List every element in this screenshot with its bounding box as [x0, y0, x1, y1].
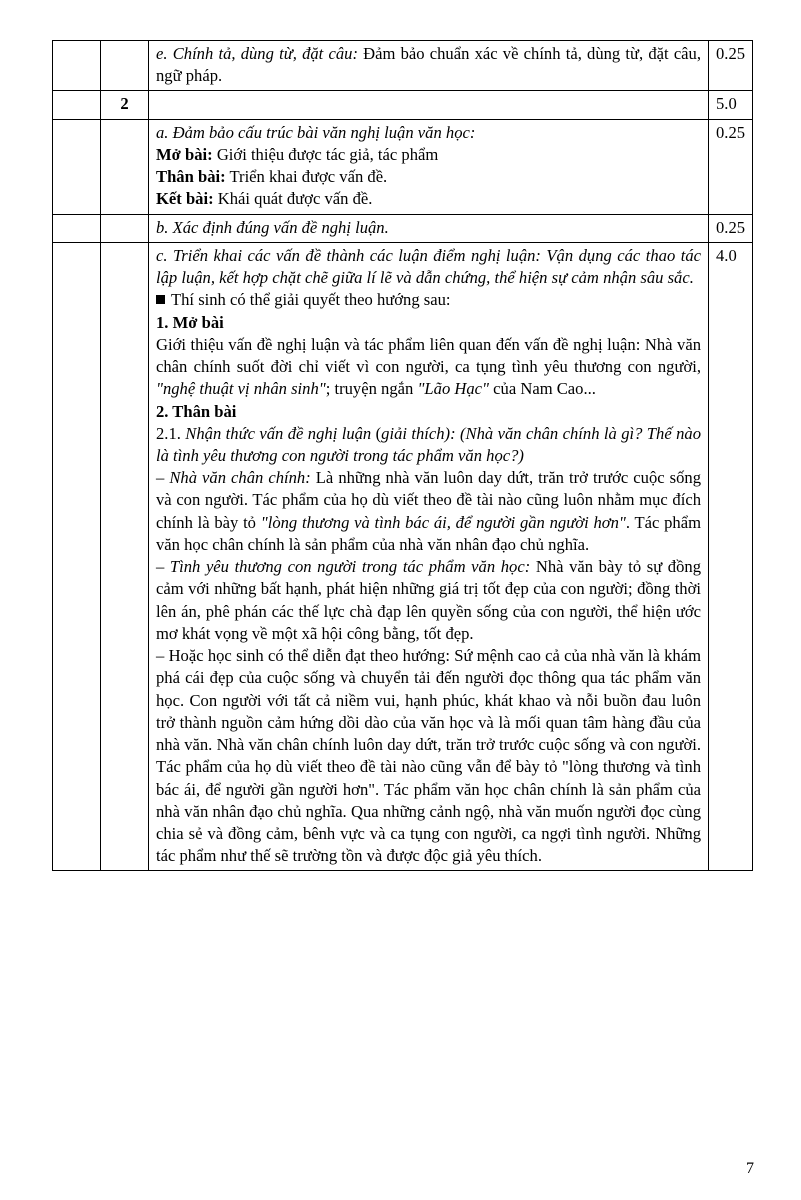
text-run: Nhà văn bày tỏ sự đồng cảm với những bất hạnh, phát hiện những giá trị tốt đẹp của con người; đồng thời lên án, phê phán các thế lực chà đạp lên quyền sống của con người, thể hiện ước mơ khát vọng về một xã hội công bằng, tốt đẹp.	[156, 557, 701, 643]
cell-question-number	[101, 214, 149, 242]
answer-key-table	[52, 40, 753, 871]
cell-section	[53, 242, 101, 871]
text-run: "lòng thương và tình bác ái, để người gần người hơn"	[260, 512, 626, 532]
table-row	[53, 242, 753, 871]
text-run: Nhận thức vấn đề nghị luận	[185, 423, 376, 443]
content-paragraph	[156, 645, 701, 867]
cell-question-number: 2	[101, 91, 149, 119]
cell-score: 4.0	[709, 242, 753, 871]
text-run: e. Chính tả, dùng từ, đặt câu:	[156, 44, 358, 63]
content-paragraph	[156, 401, 701, 423]
text-run: – Hoặc học sinh có thể diễn đạt theo hướng: Sứ mệnh cao cả của nhà văn là khám phá cái đẹp của cuộc sống và chuyển tải đến người đọc thông qua tác phẩm văn học. Con người với tất cả niềm vui, hạnh phúc, khát khao và nỗi buồn đau luôn trở thành nguồn cảm hứng dồi dào của văn học và là mối quan tâm hàng đầu của nhà văn. Nhà văn chân chính luôn day dứt, trăn trở trước cuộc sống và con người. Tác phẩm của họ dù viết theo đề tài nào cũng vẫn để bày tỏ "lòng thương và tình bác ái, để người gần người hơn". Tác phẩm văn học chân chính là sản phẩm của nhà văn nhân đạo chủ nghĩa. Qua những cảnh ngộ, nhà văn muốn người đọc cùng chia sẻ và đồng cảm, bênh vực và ca tụng con người, ca ngợi tình người. Những tác phẩm như thế sẽ trường tồn và được độc giả yêu thích.	[156, 646, 701, 866]
table-body	[53, 41, 753, 871]
text-run: Thân bài:	[156, 167, 226, 187]
cell-question-number	[101, 41, 149, 91]
text-run: – Tình yêu thương con người trong tác phẩm văn học:	[156, 557, 536, 577]
page-number: 7	[746, 1160, 754, 1177]
text-run: 2. Thân bài	[156, 401, 237, 421]
text-run: b. Xác định đúng vấn đề nghị luận.	[156, 217, 389, 237]
text-run: – Nhà văn chân chính:	[156, 468, 316, 488]
content-paragraph	[156, 166, 701, 188]
cell-answer-content	[149, 242, 709, 871]
text-run: a. Đảm bảo cấu trúc bài văn nghị luận văn học:	[156, 122, 476, 142]
bullet-paragraph	[156, 289, 701, 311]
content-paragraph	[156, 334, 701, 401]
content-paragraph	[156, 144, 701, 166]
content-paragraph	[156, 312, 701, 334]
text-run: "nghệ thuật vị nhân sinh"	[156, 379, 326, 399]
table-row	[53, 41, 753, 91]
cell-answer-content	[149, 214, 709, 242]
cell-question-number	[101, 119, 149, 214]
text-run: Giới thiệu được tác giả, tác phẩm	[212, 144, 439, 164]
cell-section	[53, 41, 101, 91]
text-run: c. Triển khai các vấn đề thành các luận điểm nghị luận: Vận dụng các thao tác lập luận, kết hợp chặt chẽ giữa lí lẽ và dẫn chứng, thể hiện sự cảm nhận sâu sắc.	[156, 245, 701, 288]
content-paragraph	[156, 245, 701, 289]
cell-answer-content	[149, 91, 709, 119]
text-run: ; truyện ngắn	[325, 379, 418, 399]
text-run: Mở bài:	[156, 144, 213, 164]
cell-question-number	[101, 242, 149, 871]
text-run: Khái quát được vấn đề.	[213, 189, 373, 209]
text-run: Đảm bảo chuẩn xác về chính tả, dùng từ, đặt câu, ngữ pháp.	[156, 44, 701, 86]
cell-section	[53, 91, 101, 119]
square-bullet-icon	[156, 295, 165, 304]
cell-answer-content	[149, 41, 709, 91]
content-paragraph	[156, 423, 701, 467]
cell-section	[53, 119, 101, 214]
text-run: Kết bài:	[156, 189, 214, 209]
text-run: Triển khai được vấn đề.	[225, 167, 388, 187]
text-run: . Tác phẩm văn học chân chính là sản phẩm của nhà văn nhân đạo chủ nghĩa.	[156, 512, 701, 554]
text-run: giải thích): (Nhà văn chân chính là gì? Thế nào là tình yêu thương con người trong tác phẩm văn học?)	[156, 423, 701, 465]
cell-score: 0.25	[709, 214, 753, 242]
text-run: (	[375, 423, 382, 443]
text-run: của Nam Cao...	[489, 379, 596, 399]
content-paragraph	[156, 467, 701, 556]
text-run: 1. Mở bài	[156, 312, 224, 332]
text-run: "Lão Hạc"	[417, 379, 490, 399]
table-row	[53, 91, 753, 119]
text-run: 2.1.	[156, 423, 186, 443]
content-paragraph	[156, 556, 701, 645]
content-paragraph	[156, 188, 701, 210]
cell-answer-content	[149, 119, 709, 214]
cell-section	[53, 214, 101, 242]
table-row	[53, 119, 753, 214]
text-run: Giới thiệu vấn đề nghị luận và tác phẩm liên quan đến vấn đề nghị luận: Nhà văn chân chính suốt đời chỉ viết vì con người, ca tụng tình yêu thương con người,	[156, 334, 701, 377]
table-row	[53, 214, 753, 242]
text-run: Thí sinh có thể giải quyết theo hướng sau:	[171, 290, 451, 310]
cell-score: 0.25	[709, 119, 753, 214]
content-paragraph	[156, 43, 701, 87]
text-run: Là những nhà văn luôn day dứt, trăn trở trước cuộc sống và con người. Tác phẩm của họ dù viết theo đề tài nào cũng luôn nhằm mục đích chính là bày tỏ	[156, 468, 701, 532]
content-paragraph	[156, 122, 701, 144]
cell-score: 5.0	[709, 91, 753, 119]
content-paragraph	[156, 217, 701, 239]
cell-score: 0.25	[709, 41, 753, 91]
